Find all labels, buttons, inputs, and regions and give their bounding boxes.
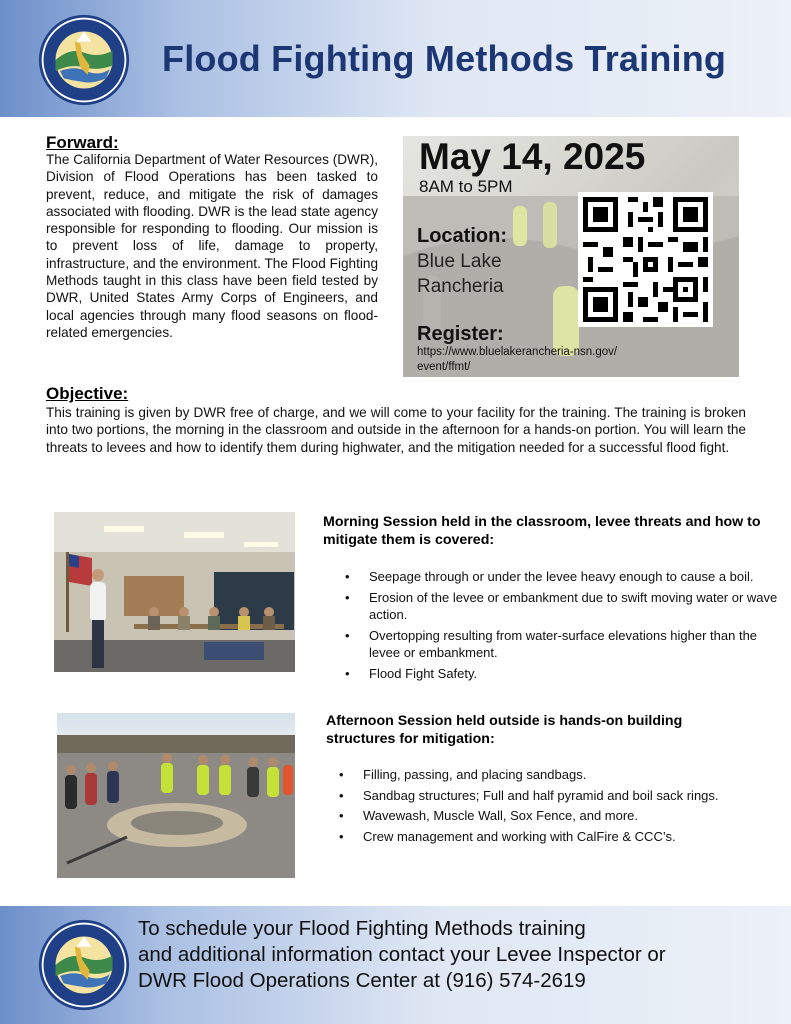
list-item: • Wavewash, Muscle Wall, Sox Fence, and more. xyxy=(339,807,779,825)
dwr-seal-logo xyxy=(38,14,130,106)
register-url-line: event/ffmt/ xyxy=(417,361,471,373)
header-banner xyxy=(0,0,791,117)
dwr-seal-logo xyxy=(38,919,130,1011)
list-item: • Overtopping resulting from water-surface elevations higher than the levee or embankment. xyxy=(345,627,785,662)
event-info-panel xyxy=(403,136,739,377)
forward-heading: Forward: xyxy=(46,133,119,152)
list-item: • Crew management and working with CalFire & CCC’s. xyxy=(339,828,779,846)
morning-session-title: Morning Session held in the classroom, levee threats and how to mitigate them is covered: xyxy=(323,514,761,548)
outdoor-sandbag-photo xyxy=(57,713,295,878)
event-location-line: Blue Lake xyxy=(417,251,502,272)
forward-paragraph: The California Department of Water Resources (DWR), Division of Flood Operations has been tasked to prevent, reduce, and mitigate the risk of damages associated with flooding. DWR is the lead state agency responsible for responding to flooding. Our mission is to prevent loss of life, damage to property, infrastructure, and the environment. The Flood Fighting Methods taught in this class have been field tested by DWR, United States Army Corps of Engineers, and local agencies through many flood seasons on flood-related emergencies. xyxy=(46,152,378,340)
morning-topics-list xyxy=(345,568,785,685)
contact-info xyxy=(138,916,778,994)
contact-line: DWR Flood Operations Center at (916) 574-2619 xyxy=(138,969,586,992)
register-qr-code[interactable] xyxy=(578,192,713,327)
afternoon-topics-list xyxy=(339,766,779,848)
register-url-link[interactable] xyxy=(417,345,717,375)
afternoon-session-title: Afternoon Session held outside is hands-on building structures for mitigation: xyxy=(326,713,683,747)
contact-line: and additional information contact your Levee Inspector or xyxy=(138,943,666,966)
list-item: • Filling, passing, and placing sandbags. xyxy=(339,766,779,784)
event-location-label: Location: xyxy=(417,225,507,247)
event-time: 8AM to 5PM xyxy=(419,177,513,196)
objective-heading: Objective: xyxy=(46,384,129,403)
footer-banner xyxy=(0,906,791,1024)
list-item: • Sandbag structures; Full and half pyramid and boil sack rings. xyxy=(339,787,779,805)
event-location xyxy=(417,249,504,299)
list-item: • Seepage through or under the levee heavy enough to cause a boil. xyxy=(345,568,785,586)
event-location-line: Rancheria xyxy=(417,276,504,297)
objective-paragraph: This training is given by DWR free of charge, and we will come to your facility for the training. The training is broken into two portions, the morning in the classroom and outside in the afternoon for a hands-on portion. You will learn the threats to levees and how to identify them during highwater, and the mitigation needed for a successful flood fight. xyxy=(46,405,746,455)
page-title: Flood Fighting Methods Training xyxy=(162,38,727,79)
list-item: • Erosion of the levee or embankment due to swift moving water or wave action. xyxy=(345,589,785,624)
list-item: • Flood Fight Safety. xyxy=(345,665,785,683)
event-register-label: Register: xyxy=(417,323,504,345)
classroom-photo xyxy=(54,512,295,672)
contact-line: To schedule your Flood Fighting Methods training xyxy=(138,917,586,940)
register-url-line: https://www.bluelakerancheria-nsn.gov/ xyxy=(417,346,618,358)
event-date: May 14, 2025 xyxy=(419,136,646,177)
